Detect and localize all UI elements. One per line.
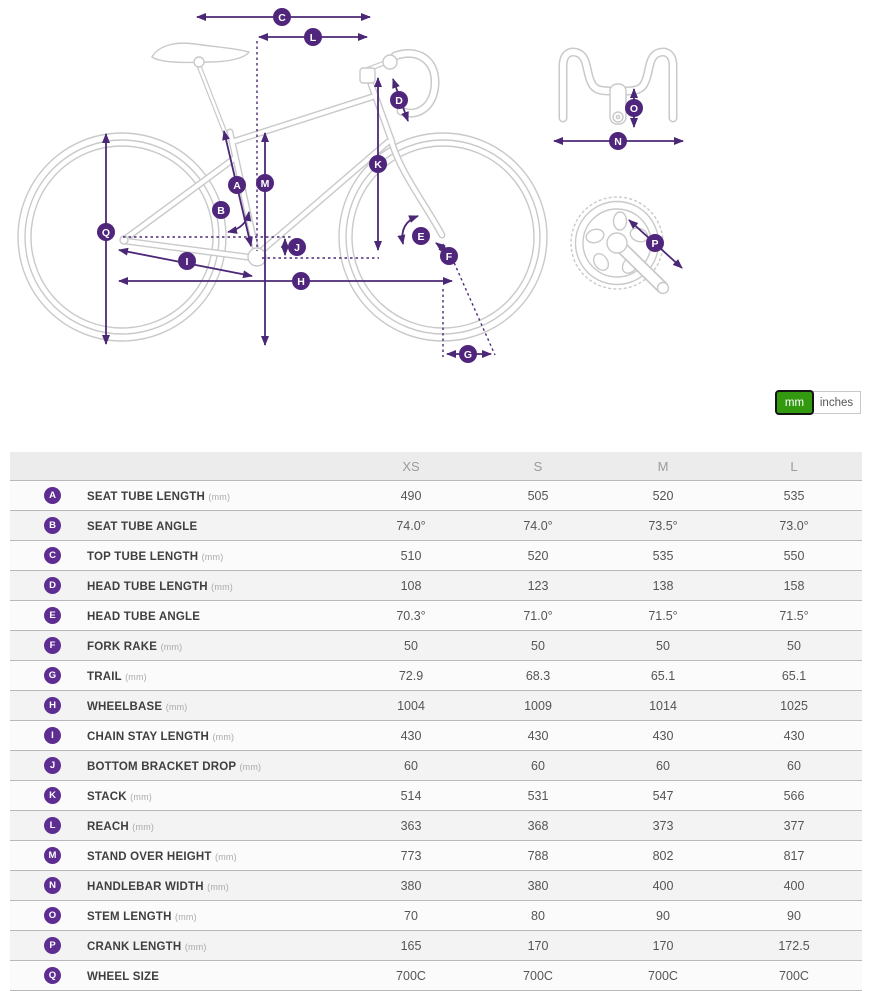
row-marker-badge: K xyxy=(44,787,61,804)
row-label-cell xyxy=(10,631,346,661)
row-label-cell xyxy=(10,781,346,811)
cell-value: 430 xyxy=(476,721,600,751)
row-label: REACH (mm) xyxy=(87,820,155,833)
geometry-table-body xyxy=(10,481,862,991)
table-row xyxy=(10,601,862,631)
cell-value: 123 xyxy=(476,571,600,601)
row-unit: (mm) xyxy=(201,551,224,562)
row-unit: (mm) xyxy=(175,911,197,922)
cell-value: 60 xyxy=(726,751,862,781)
row-label: WHEEL SIZE xyxy=(87,970,160,983)
geometry-table-header xyxy=(10,452,862,481)
cell-value: 430 xyxy=(346,721,476,751)
cell-value: 380 xyxy=(476,871,600,901)
svg-text:F: F xyxy=(445,251,453,263)
diagram-marker-m xyxy=(256,174,274,192)
row-marker-badge: Q xyxy=(44,967,61,984)
cell-value: 817 xyxy=(726,841,862,871)
table-row xyxy=(10,541,862,571)
diagram-marker-e xyxy=(412,227,430,245)
cell-value: 520 xyxy=(600,481,726,511)
table-row xyxy=(10,721,862,751)
handlebar-front-view xyxy=(563,52,673,124)
row-marker-badge: L xyxy=(44,817,61,834)
row-label: TRAIL (mm) xyxy=(87,670,147,683)
bike-side-view xyxy=(18,43,547,341)
row-label: STEM LENGTH (mm) xyxy=(87,910,197,923)
cell-value: 514 xyxy=(346,781,476,811)
diagram-marker-a xyxy=(228,176,246,194)
row-marker-badge: P xyxy=(44,937,61,954)
row-label: CHAIN STAY LENGTH (mm) xyxy=(87,730,235,743)
row-label-cell xyxy=(10,601,346,631)
diagram-marker-i xyxy=(178,252,196,270)
cell-value: 65.1 xyxy=(600,661,726,691)
row-unit: (mm) xyxy=(132,821,155,832)
row-label: WHEELBASE (mm) xyxy=(87,700,188,713)
row-unit: (mm) xyxy=(184,941,207,952)
cell-value: 566 xyxy=(726,781,862,811)
pedal-eye xyxy=(658,283,669,294)
cell-value: 138 xyxy=(600,571,726,601)
row-marker-badge: E xyxy=(44,607,61,624)
cell-value: 50 xyxy=(346,631,476,661)
row-label-cell xyxy=(10,961,346,991)
row-label: STACK (mm) xyxy=(87,790,152,803)
cell-value: 700C xyxy=(476,961,600,991)
units-mm-button[interactable]: mm xyxy=(775,390,814,415)
row-marker-badge: I xyxy=(44,727,61,744)
cell-value: 430 xyxy=(726,721,862,751)
cell-value: 510 xyxy=(346,541,476,571)
svg-text:E: E xyxy=(417,231,425,243)
row-label: HANDLEBAR WIDTH (mm) xyxy=(87,880,229,893)
diagram-marker-o xyxy=(625,99,643,117)
row-unit: (mm) xyxy=(239,761,262,772)
cell-value: 1014 xyxy=(600,691,726,721)
table-row xyxy=(10,511,862,541)
cell-value: 373 xyxy=(600,811,726,841)
row-label-cell xyxy=(10,721,346,751)
bike-geometry-diagram xyxy=(0,0,760,382)
table-row xyxy=(10,931,862,961)
geometry-table xyxy=(10,452,862,991)
row-marker-badge: C xyxy=(44,547,61,564)
cell-value: 1009 xyxy=(476,691,600,721)
cell-value: 74.0° xyxy=(346,511,476,541)
table-row xyxy=(10,961,862,991)
unit-toggle xyxy=(775,390,861,415)
svg-text:B: B xyxy=(217,205,225,217)
cell-value: 68.3 xyxy=(476,661,600,691)
svg-text:D: D xyxy=(395,95,403,107)
row-unit: (mm) xyxy=(212,731,235,742)
row-unit: (mm) xyxy=(211,581,233,592)
row-label-cell xyxy=(10,541,346,571)
row-marker-badge: N xyxy=(44,877,61,894)
table-row xyxy=(10,661,862,691)
cell-value: 170 xyxy=(476,931,600,961)
cell-value: 400 xyxy=(600,871,726,901)
cell-value: 773 xyxy=(346,841,476,871)
cell-value: 71.0° xyxy=(476,601,600,631)
row-marker-badge: D xyxy=(44,577,61,594)
svg-text:O: O xyxy=(629,103,639,115)
row-label-cell xyxy=(10,841,346,871)
cell-value: 50 xyxy=(476,631,600,661)
svg-text:M: M xyxy=(260,178,270,190)
row-label-cell xyxy=(10,511,346,541)
svg-text:P: P xyxy=(651,238,659,250)
units-inches-button[interactable]: inches xyxy=(812,391,861,414)
cell-value: 73.0° xyxy=(726,511,862,541)
headset-spacers xyxy=(360,68,375,83)
cell-value: 535 xyxy=(600,541,726,571)
diagram-marker-j xyxy=(288,238,306,256)
row-marker-badge: J xyxy=(44,757,61,774)
row-label: CRANK LENGTH (mm) xyxy=(87,940,207,953)
row-label: SEAT TUBE LENGTH (mm) xyxy=(87,490,231,503)
svg-text:I: I xyxy=(185,256,189,268)
cell-value: 700C xyxy=(600,961,726,991)
row-label: SEAT TUBE ANGLE xyxy=(87,520,198,533)
cell-value: 363 xyxy=(346,811,476,841)
table-row xyxy=(10,811,862,841)
diagram-marker-h xyxy=(292,272,310,290)
diagram-marker-q xyxy=(97,223,115,241)
row-label-cell xyxy=(10,571,346,601)
table-row xyxy=(10,631,862,661)
row-label-cell xyxy=(10,811,346,841)
row-label-cell xyxy=(10,931,346,961)
svg-text:H: H xyxy=(297,276,305,288)
svg-text:A: A xyxy=(233,180,241,192)
cell-value: 505 xyxy=(476,481,600,511)
diagram-marker-g xyxy=(459,345,477,363)
table-row xyxy=(10,571,862,601)
row-label-cell xyxy=(10,901,346,931)
size-column-header-s: S xyxy=(476,452,600,481)
diagram-marker-k xyxy=(369,155,387,173)
cell-value: 377 xyxy=(726,811,862,841)
row-label: HEAD TUBE LENGTH (mm) xyxy=(87,580,233,593)
row-marker-badge: M xyxy=(44,847,61,864)
cell-value: 73.5° xyxy=(600,511,726,541)
diagram-marker-d xyxy=(390,91,408,109)
row-label: TOP TUBE LENGTH (mm) xyxy=(87,550,224,563)
diagram-marker-f xyxy=(440,247,458,265)
cell-value: 70 xyxy=(346,901,476,931)
cell-value: 547 xyxy=(600,781,726,811)
row-marker-badge: G xyxy=(44,667,61,684)
table-row xyxy=(10,691,862,721)
row-unit: (mm) xyxy=(207,881,229,892)
cell-value: 71.5° xyxy=(726,601,862,631)
cell-value: 490 xyxy=(346,481,476,511)
row-unit: (mm) xyxy=(215,851,237,862)
bar-clamp-ring xyxy=(383,55,397,69)
row-marker-badge: O xyxy=(44,907,61,924)
cell-value: 788 xyxy=(476,841,600,871)
cell-value: 802 xyxy=(600,841,726,871)
table-row xyxy=(10,781,862,811)
cell-value: 80 xyxy=(476,901,600,931)
row-marker-badge: A xyxy=(44,487,61,504)
row-label-cell xyxy=(10,481,346,511)
svg-text:Q: Q xyxy=(101,227,111,239)
row-label: HEAD TUBE ANGLE xyxy=(87,610,201,623)
row-label: STAND OVER HEIGHT (mm) xyxy=(87,850,237,863)
cell-value: 172.5 xyxy=(726,931,862,961)
table-row xyxy=(10,751,862,781)
svg-text:K: K xyxy=(374,159,382,171)
row-unit: (mm) xyxy=(165,701,188,712)
cell-value: 158 xyxy=(726,571,862,601)
row-label: BOTTOM BRACKET DROP (mm) xyxy=(87,760,262,773)
row-unit: (mm) xyxy=(208,491,231,502)
diagram-marker-l xyxy=(304,28,322,46)
svg-text:G: G xyxy=(463,349,473,361)
cell-value: 165 xyxy=(346,931,476,961)
row-label-cell xyxy=(10,871,346,901)
cell-value: 1025 xyxy=(726,691,862,721)
cell-value: 65.1 xyxy=(726,661,862,691)
cell-value: 71.5° xyxy=(600,601,726,631)
row-label: FORK RAKE (mm) xyxy=(87,640,183,653)
row-label-cell xyxy=(10,691,346,721)
cell-value: 60 xyxy=(600,751,726,781)
cell-value: 60 xyxy=(346,751,476,781)
svg-text:N: N xyxy=(614,136,622,148)
diagram-marker-b xyxy=(212,201,230,219)
svg-text:L: L xyxy=(309,32,317,44)
size-column-header-m: M xyxy=(600,452,726,481)
row-unit: (mm) xyxy=(125,671,147,682)
size-column-header-xs: XS xyxy=(346,452,476,481)
row-marker-badge: B xyxy=(44,517,61,534)
cell-value: 535 xyxy=(726,481,862,511)
cell-value: 380 xyxy=(346,871,476,901)
table-row xyxy=(10,901,862,931)
svg-text:C: C xyxy=(278,12,286,24)
row-label-cell xyxy=(10,661,346,691)
cell-value: 90 xyxy=(600,901,726,931)
saddle-clamp xyxy=(194,57,204,67)
size-column-header-l: L xyxy=(726,452,862,481)
cell-value: 50 xyxy=(600,631,726,661)
svg-text:J: J xyxy=(294,242,300,254)
cell-value: 430 xyxy=(600,721,726,751)
cell-value: 550 xyxy=(726,541,862,571)
cell-value: 700C xyxy=(346,961,476,991)
cell-value: 368 xyxy=(476,811,600,841)
row-unit: (mm) xyxy=(160,641,183,652)
cell-value: 74.0° xyxy=(476,511,600,541)
table-row xyxy=(10,481,862,511)
cell-value: 700C xyxy=(726,961,862,991)
row-marker-badge: H xyxy=(44,697,61,714)
cell-value: 60 xyxy=(476,751,600,781)
cell-value: 170 xyxy=(600,931,726,961)
cell-value: 50 xyxy=(726,631,862,661)
table-row xyxy=(10,871,862,901)
table-row xyxy=(10,841,862,871)
cell-value: 72.9 xyxy=(346,661,476,691)
diagram-marker-c xyxy=(273,8,291,26)
cell-value: 400 xyxy=(726,871,862,901)
empty-header-cell xyxy=(10,452,346,481)
cell-value: 108 xyxy=(346,571,476,601)
row-label-cell xyxy=(10,751,346,781)
cell-value: 531 xyxy=(476,781,600,811)
row-marker-badge: F xyxy=(44,637,61,654)
cell-value: 70.3° xyxy=(346,601,476,631)
diagram-marker-p xyxy=(646,234,664,252)
row-unit: (mm) xyxy=(130,791,152,802)
cell-value: 520 xyxy=(476,541,600,571)
diagram-marker-n xyxy=(609,132,627,150)
cell-value: 90 xyxy=(726,901,862,931)
cell-value: 1004 xyxy=(346,691,476,721)
